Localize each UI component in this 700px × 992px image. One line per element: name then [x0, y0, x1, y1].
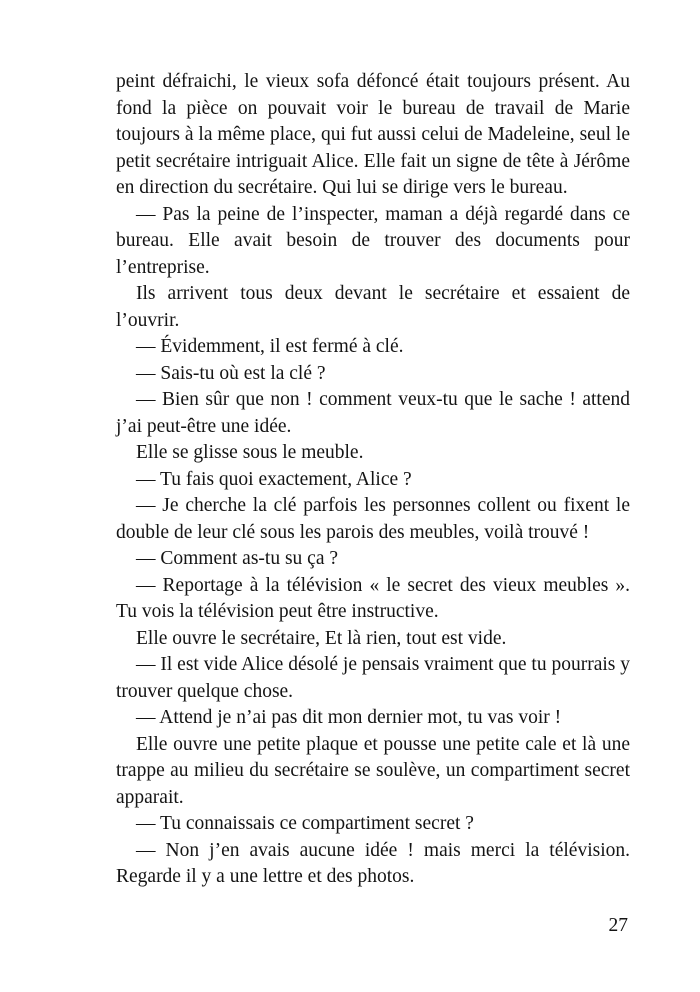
paragraph-dialogue: — Pas la peine de l’inspecter, maman a déjà regardé dans ce bureau. Elle avait besoin de trouver des documents pour l’entreprise. [116, 203, 630, 278]
paragraph-narration: Elle ouvre une petite plaque et pousse une petite cale et là une trappe au milieu du secrétaire se soulève, un compartiment secret apparait. [116, 733, 630, 808]
paragraph-dialogue: — Non j’en avais aucune idée ! mais merci la télévision. Regarde il y a une lettre et des photos. [116, 839, 630, 887]
paragraph-dialogue: — Sais-tu où est la clé ? [136, 362, 326, 384]
paragraph-dialogue: — Je cherche la clé parfois les personnes collent ou fixent le double de leur clé sous les parois des meubles, voilà trouvé ! [116, 495, 630, 543]
page-body [116, 69, 630, 891]
paragraph-dialogue: — Comment as-tu su ça ? [136, 548, 338, 569]
page-number: 27 [608, 915, 628, 936]
paragraph-narration: Elle ouvre le secrétaire, Et là rien, tout est vide. [136, 627, 507, 649]
paragraph-dialogue: — Reportage à la télévision « le secret des vieux meubles ». Tu vois la télévision peut être instructive. [116, 574, 630, 622]
paragraph-dialogue: — Tu connaissais ce compartiment secret ? [136, 813, 474, 834]
paragraph-dialogue: — Bien sûr que non ! comment veux-tu que le sache ! attend j’ai peut-être une idée. [116, 389, 630, 437]
paragraph-dialogue: — Évidemment, il est fermé à clé. [136, 336, 404, 357]
paragraph-narration: Elle se glisse sous le meuble. [136, 442, 364, 463]
paragraph-narration: Ils arrivent tous deux devant le secrétaire et essaient de l’ouvrir. [116, 283, 630, 331]
paragraph-dialogue: — Attend je n’ai pas dit mon dernier mot, tu vas voir ! [136, 707, 562, 728]
paragraph-dialogue: — Il est vide Alice désolé je pensais vraiment que tu pourrais y trouver quelque chose. [116, 654, 630, 702]
paragraph-dialogue: — Tu fais quoi exactement, Alice ? [136, 468, 412, 490]
paragraph-continuation: peint défraichi, le vieux sofa défoncé était toujours présent. Au fond la pièce on pouvait voir le bureau de travail de Marie toujours à la même place, qui fut aussi celui de Madeleine, seul le petit secrétaire intriguait Alice. Elle fait un signe de tête à Jérôme en direction du secrétaire. Qui lui se dirige vers le bureau. [116, 71, 630, 198]
